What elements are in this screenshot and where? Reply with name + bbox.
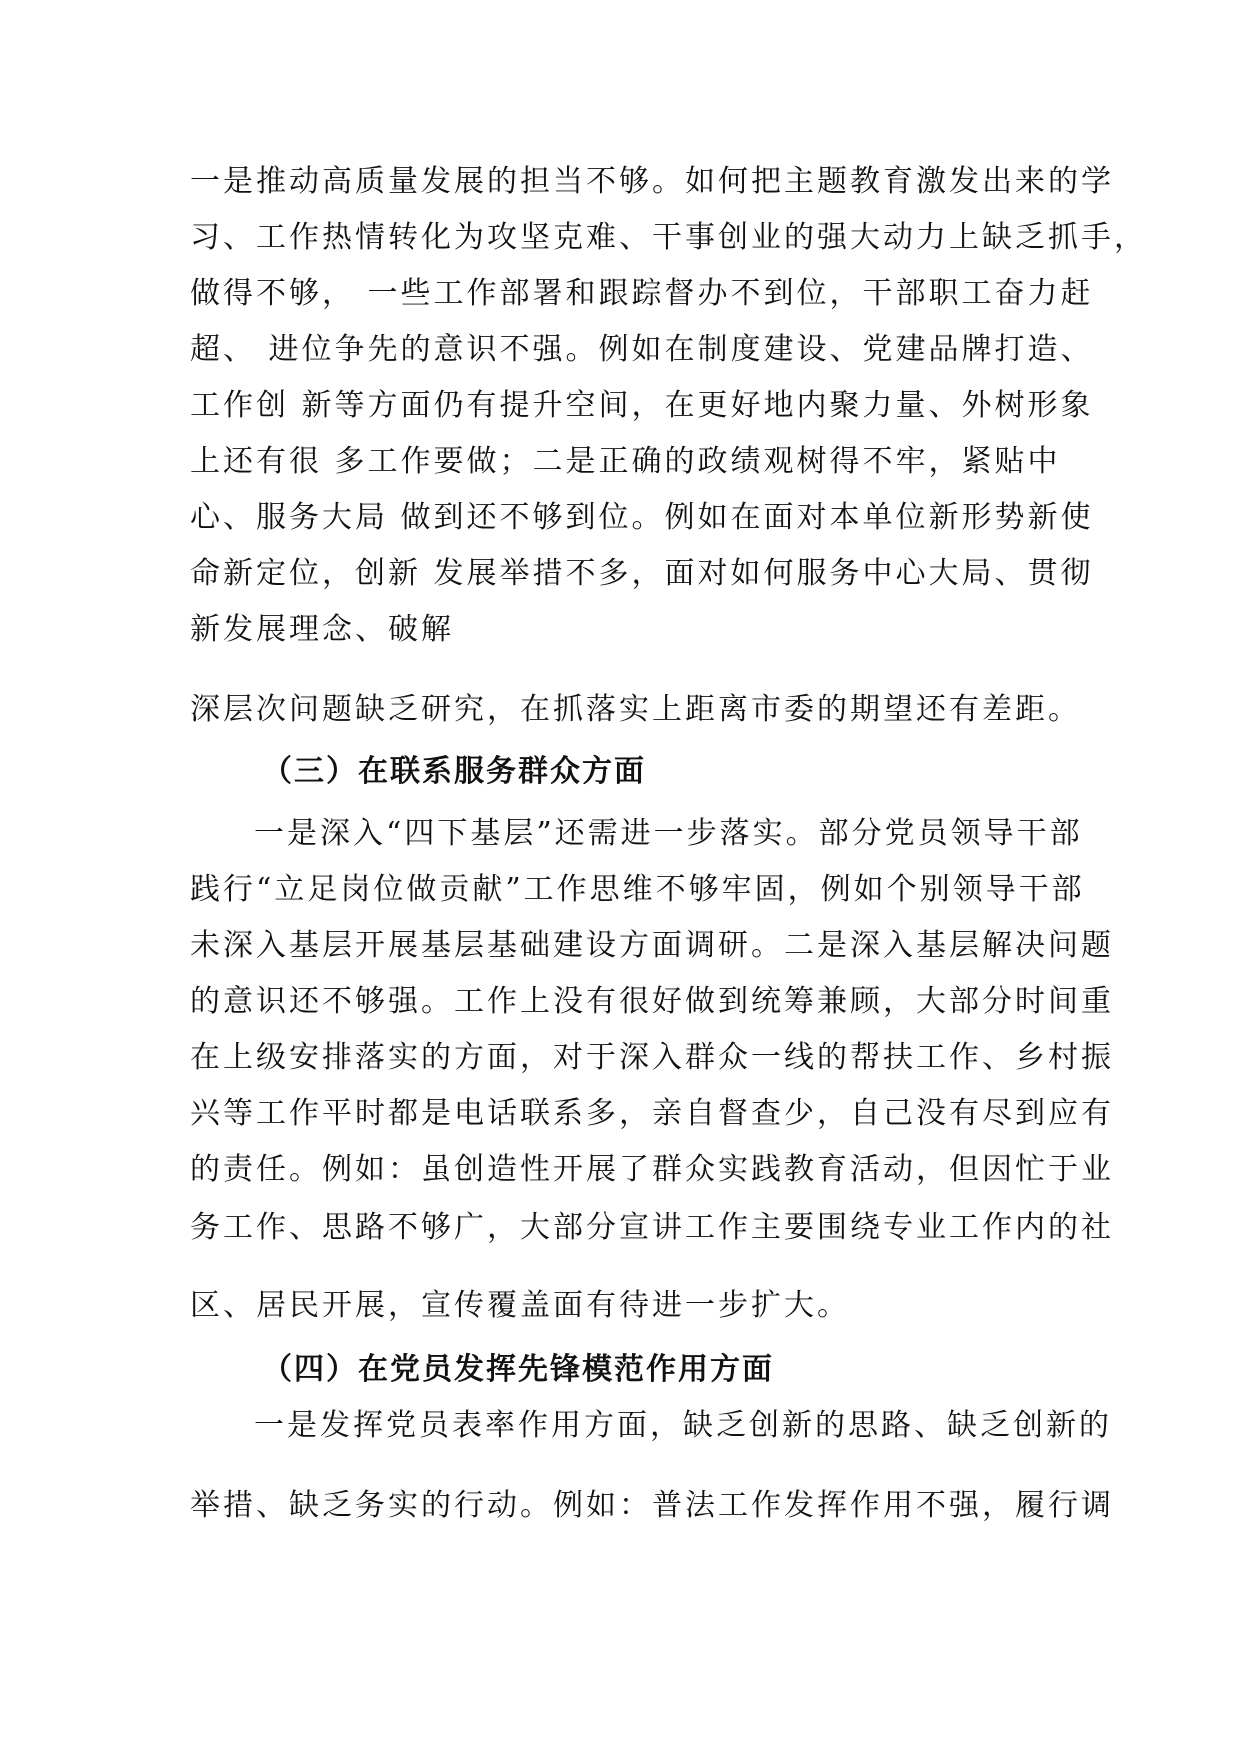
paragraph-line: 习、工作热情转化为攻坚克难、干事创业的强大动力上缺乏抓手， — [190, 220, 1147, 255]
paragraph-line: 一是发挥党员表率作用方面，缺乏创新的思路、缺乏创新的 — [254, 1408, 1112, 1443]
paragraph-line: 区、居民开展，宣传覆盖面有待进一步扩大。 — [190, 1288, 850, 1323]
section-heading: （四）在党员发挥先锋模范作用方面 — [262, 1352, 774, 1387]
paragraph-line: 的意识还不够强。工作上没有很好做到统筹兼顾，大部分时间重 — [190, 984, 1114, 1019]
paragraph-line: 超、 进位争先的意识不强。例如在制度建设、党建品牌打造、 — [190, 332, 1094, 367]
paragraph-line: 深层次问题缺乏研究，在抓落实上距离市委的期望还有差距。 — [190, 692, 1081, 727]
paragraph-line: 上还有很 多工作要做；二是正确的政绩观树得不牢，紧贴中 — [190, 444, 1061, 479]
paragraph-line: 一是深入“四下基层”还需进一步落实。部分党员领导干部 — [254, 816, 1083, 851]
paragraph-line: 未深入基层开展基层基础建设方面调研。二是深入基层解决问题 — [190, 928, 1114, 963]
section-heading: （三）在联系服务群众方面 — [262, 754, 646, 789]
paragraph-line: 一是推动高质量发展的担当不够。如何把主题教育激发出来的学 — [190, 164, 1114, 199]
paragraph-line: 命新定位，创新 发展举措不多，面对如何服务中心大局、贯彻 — [190, 556, 1094, 591]
paragraph-line: 在上级安排落实的方面，对于深入群众一线的帮扶工作、乡村振 — [190, 1040, 1114, 1075]
paragraph-line: 兴等工作平时都是电话联系多，亲自督查少，自己没有尽到应有 — [190, 1096, 1114, 1131]
paragraph-line: 的责任。例如：虽创造性开展了群众实践教育活动，但因忙于业 — [190, 1152, 1114, 1187]
paragraph-line: 做得不够， 一些工作部署和跟踪督办不到位，干部职工奋力赶 — [190, 276, 1094, 311]
paragraph-line: 工作创 新等方面仍有提升空间，在更好地内聚力量、外树形象 — [190, 388, 1094, 423]
paragraph-line: 心、服务大局 做到还不够到位。例如在面对本单位新形势新使 — [190, 500, 1094, 535]
paragraph-line: 务工作、思路不够广，大部分宣讲工作主要围绕专业工作内的社 — [190, 1210, 1114, 1245]
paragraph-line: 践行“立足岗位做贡献”工作思维不够牢固，例如个别领导干部 — [190, 872, 1085, 907]
paragraph-line: 举措、缺乏务实的行动。例如：普法工作发挥作用不强，履行调 — [190, 1488, 1114, 1523]
paragraph-line: 新发展理念、破解 — [190, 612, 454, 647]
